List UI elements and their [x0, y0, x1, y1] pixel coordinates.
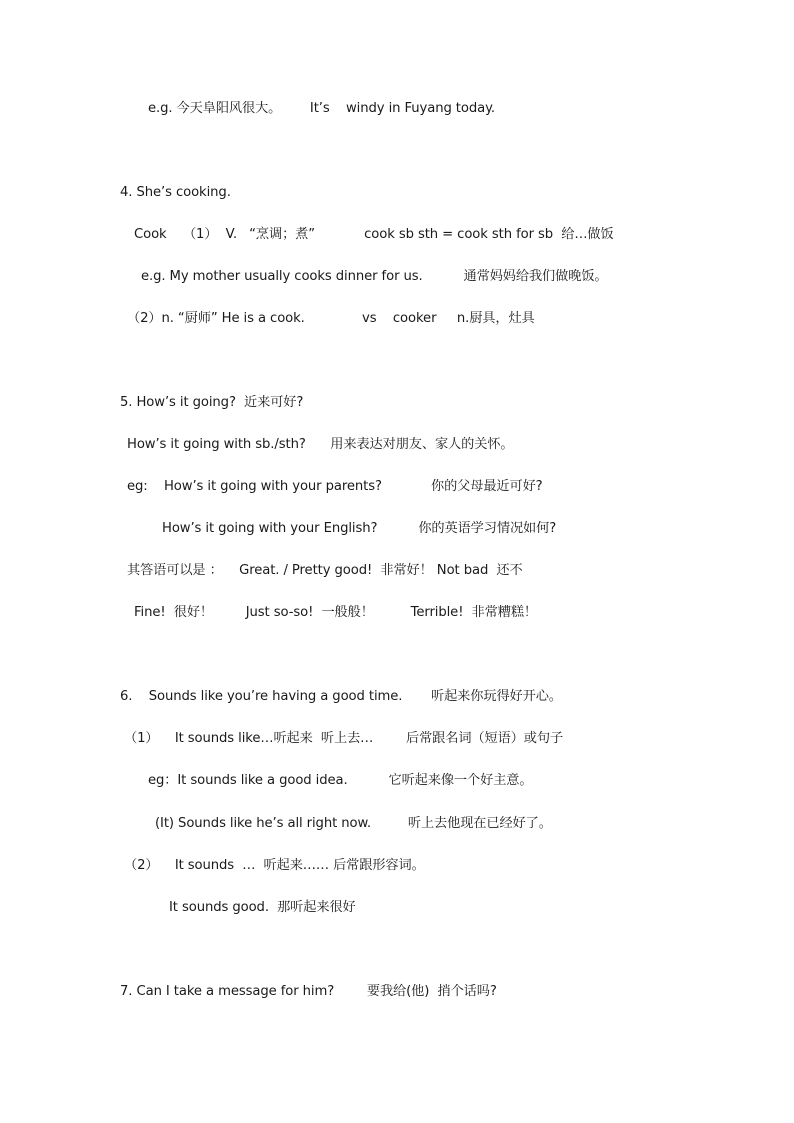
line-cook-noun: （2）n. “厨师” He is a cook. vs cooker n.厨具，灶具: [127, 311, 535, 326]
heading-7-take-a-message: 7. Can I take a message for him? 要我给(他) 捎个话吗?: [120, 984, 497, 999]
heading-6-sounds-like: 6. Sounds like you’re having a good time. 听起来你玩得好开心。: [120, 689, 562, 704]
heading-5-hows-it-going: 5. How’s it going? 近来可好?: [120, 395, 304, 410]
line-answers-1: 其答语可以是 ： Great. / Pretty good! 非常好！ Not bad 还不: [127, 563, 523, 578]
line-example-windy: e.g. 今天阜阳风很大。 It’s windy in Fuyang today.: [148, 101, 496, 116]
line-sounds-like-usage: （1） It sounds like…听起来 听上去… 后常跟名词（短语）或句子: [124, 731, 564, 746]
line-example-cooks-dinner: e.g. My mother usually cooks dinner for us. 通常妈妈给我们做晚饭。: [141, 269, 608, 284]
line-example-parents: eg: How’s it going with your parents? 你的父母最近可好?: [127, 479, 543, 494]
line-it-sounds-usage: （2） It sounds … 听起来…… 后常跟形容词。: [124, 858, 425, 873]
line-example-sounds-good: It sounds good. 那听起来很好: [169, 900, 356, 915]
line-hows-it-going-with: How’s it going with sb./sth? 用来表达对朋友、家人的关怀。: [127, 437, 514, 452]
line-example-good-idea: eg：It sounds like a good idea. 它听起来像一个好主意。: [148, 773, 533, 788]
heading-4-shes-cooking: 4. She’s cooking.: [120, 185, 231, 200]
line-example-english: How’s it going with your English? 你的英语学习情况如何?: [162, 521, 557, 536]
line-example-all-right: (It) Sounds like he’s all right now. 听上去他现在已经好了。: [155, 816, 552, 831]
line-answers-2: Fine! 很好！ Just so-so! 一般般！ Terrible! 非常糟糕！: [134, 605, 537, 620]
line-cook-verb: Cook （1） V. “烹调；煮” cook sb sth = cook sth for sb 给…做饭: [134, 227, 614, 242]
